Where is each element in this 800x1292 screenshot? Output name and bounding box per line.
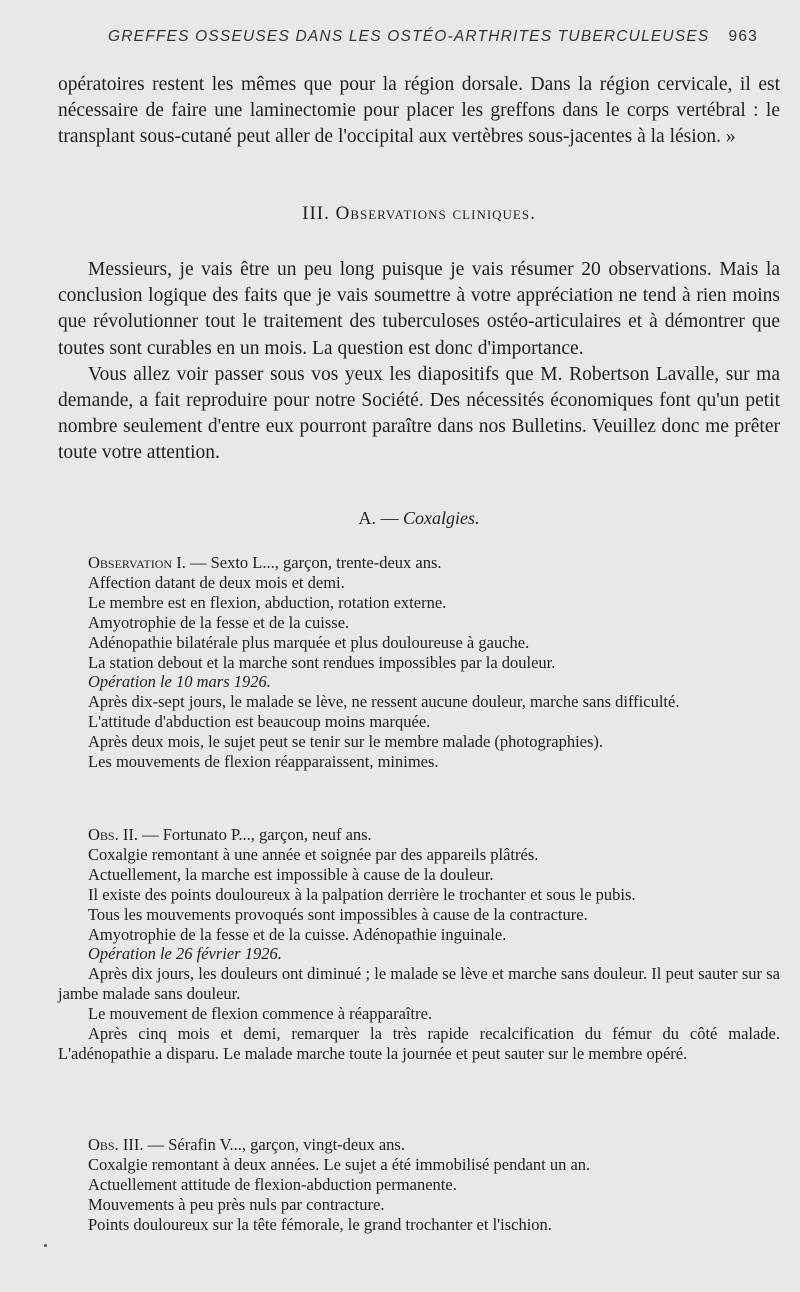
obs-line: Actuellement, la marche est impossible à cause de la douleur. bbox=[88, 864, 494, 884]
obs-line: Après cinq mois et demi, remarquer la très rapide recalcification du fémur du côté malade. L'adénopathie a disparu. Le malade marche toute la journée et peut sauter sur le membre opéré. bbox=[58, 1024, 780, 1063]
obs-line: Il existe des points douloureux à la palpation derrière le trochanter et sous le pubis. bbox=[88, 884, 636, 904]
obs-heading bbox=[58, 553, 780, 573]
intro-paragraph: opératoires restent les mêmes que pour la région dorsale. Dans la région cervicale, il est nécessaire de faire une laminectomie pour placer les greffons dans le corps vertébral : le transplant sous-cutané peut aller de l'occipital aux vertèbres sous-jacentes à la lésion. » bbox=[58, 74, 780, 148]
obs-line: Mouvements à peu près nuls par contracture. bbox=[88, 1194, 385, 1214]
intro-block bbox=[58, 72, 780, 151]
subsection-letter: A. — bbox=[358, 508, 403, 528]
observation-2 bbox=[58, 825, 780, 1064]
observation-3 bbox=[58, 1135, 780, 1235]
section-text bbox=[58, 257, 780, 467]
obs-line: Actuellement attitude de flexion-abduction permanente. bbox=[88, 1174, 457, 1194]
obs-line: Après deux mois, le sujet peut se tenir sur le membre malade (photographies). bbox=[88, 732, 604, 752]
paragraph-1: Messieurs, je vais être un peu long puisque je vais résumer 20 observations. Mais la conclusion logique des faits que je vais soumettre à votre appréciation ne tend à rien moins que révolutionner tout le traitement des tuberculoses ostéo-articulaires et à démontrer que toutes sont curables en un mois. La question est donc d'importance. bbox=[58, 259, 780, 359]
paragraph-2: Vous allez voir passer sous vos yeux les diapositifs que M. Robertson Lavalle, sur ma demande, a fait reproduire pour notre Société. Des nécessités économiques font qu'un petit nombre seulement d'entre eux pourront paraître dans nos Bulletins. Veuillez donc me prêter toute votre attention. bbox=[58, 363, 780, 464]
obs-patient: — Sérafin V..., garçon, vingt-deux ans. bbox=[143, 1135, 405, 1154]
obs-line: Amyotrophie de la fesse et de la cuisse. Adénopathie inguinale. bbox=[88, 924, 507, 944]
obs-line: Points douloureux sur la tête fémorale, le grand trochanter et l'ischion. bbox=[88, 1214, 552, 1234]
obs-line: Adénopathie bilatérale plus marquée et plus douloureuse à gauche. bbox=[88, 632, 530, 652]
obs-operation-date: Opération le 10 mars 1926. bbox=[88, 672, 271, 692]
obs-label: Obs. II. bbox=[88, 825, 138, 844]
obs-operation-date: Opération le 26 février 1926. bbox=[88, 944, 282, 964]
obs-heading bbox=[58, 1135, 780, 1155]
obs-line: L'attitude d'abduction est beaucoup moins marquée. bbox=[88, 712, 431, 732]
obs-line: Après dix-sept jours, le malade se lève, ne ressent aucune douleur, marche sans difficulté. bbox=[88, 692, 680, 712]
observation-1 bbox=[58, 553, 780, 772]
obs-patient: — Sexto L..., garçon, trente-deux ans. bbox=[185, 553, 442, 572]
obs-line: Les mouvements de flexion réapparaissent, minimes. bbox=[88, 752, 439, 772]
obs-line: Tous les mouvements provoqués sont impossibles à cause de la contracture. bbox=[88, 904, 588, 924]
obs-line: Affection datant de deux mois et demi. bbox=[88, 572, 345, 592]
obs-line: Le mouvement de flexion commence à réapparaître. bbox=[88, 1004, 433, 1024]
obs-heading bbox=[58, 825, 780, 845]
subsection-heading bbox=[58, 508, 780, 529]
section-heading: III. Observations cliniques. bbox=[302, 203, 536, 224]
obs-line: Coxalgie remontant à une année et soignée par des appareils plâtrés. bbox=[88, 844, 539, 864]
obs-line: La station debout et la marche sont rendues impossibles par la douleur. bbox=[88, 652, 556, 672]
obs-line: Coxalgie remontant à deux années. Le sujet a été immobilisé pendant un an. bbox=[88, 1154, 591, 1174]
obs-line: Amyotrophie de la fesse et de la cuisse. bbox=[88, 612, 350, 632]
running-header bbox=[108, 28, 758, 46]
print-speck bbox=[44, 1244, 47, 1247]
page-number: 963 bbox=[728, 28, 758, 45]
subsection-title: Coxalgies. bbox=[403, 508, 480, 528]
obs-line: Le membre est en flexion, abduction, rotation externe. bbox=[88, 592, 447, 612]
obs-label: Obs. III. bbox=[88, 1135, 144, 1154]
obs-patient: — Fortunato P..., garçon, neuf ans. bbox=[137, 825, 372, 844]
obs-line: Après dix jours, les douleurs ont diminué ; le malade se lève et marche sans douleur. Il peut sauter sur sa jambe malade sans douleur. bbox=[58, 964, 780, 1004]
running-title: GREFFES OSSEUSES DANS LES OSTÉO-ARTHRITES TUBERCULEUSES bbox=[108, 28, 710, 45]
obs-label: Observation I. bbox=[88, 553, 186, 572]
